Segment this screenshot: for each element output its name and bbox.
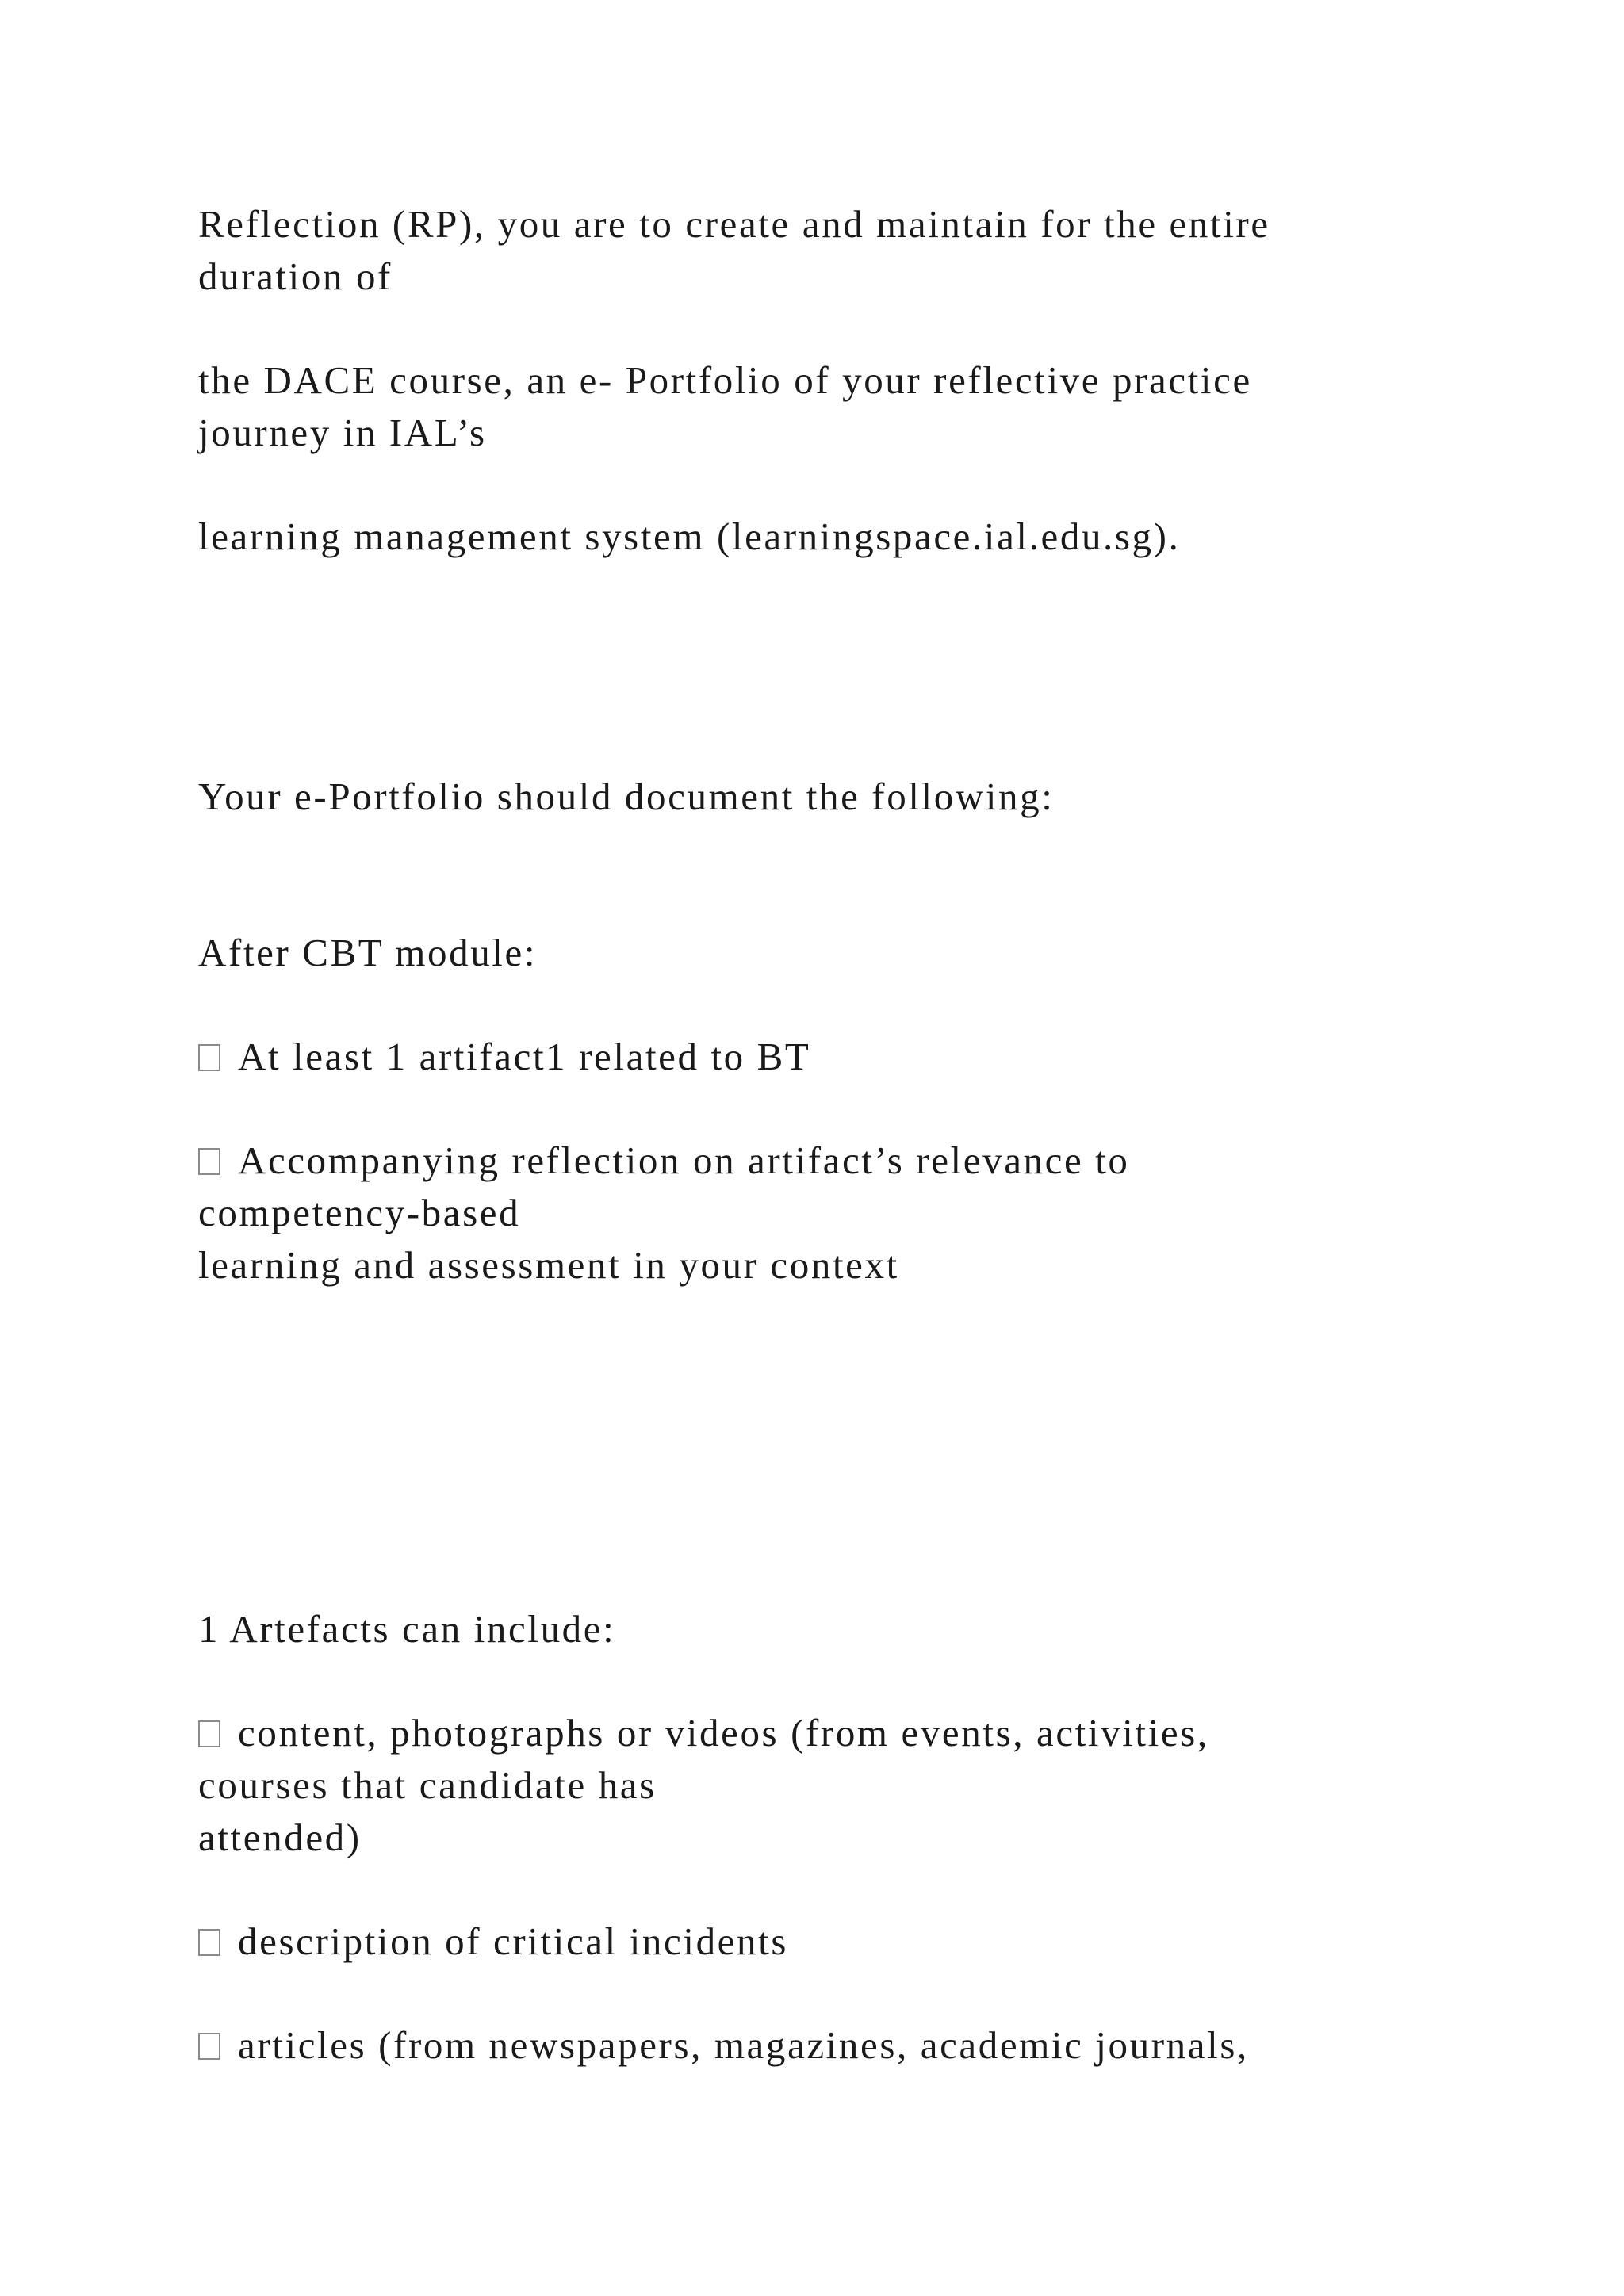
list-item: [198, 1915, 788, 1968]
list-item: [198, 1135, 1130, 1187]
list-item-text: articles (from newspapers, magazines, academic journals,: [238, 2023, 1249, 2067]
intro-line: the DACE course, an e- Portfolio of your reflective practice: [198, 358, 1252, 402]
bullet-box-icon: [198, 1929, 220, 1956]
list-item-text: description of critical incidents: [238, 1919, 789, 1963]
list-item-text: content, photographs or videos (from events, activities,: [238, 1711, 1209, 1755]
footnote-heading: 1 Artefacts can include:: [198, 1607, 616, 1651]
list-item: [198, 1031, 810, 1083]
list-item: [198, 1707, 1209, 1759]
intro-line: learning management system (learningspace.ial.edu.sg).: [198, 515, 1181, 558]
bullet-box-icon: [198, 2033, 220, 2060]
bullet-box-icon: [198, 1720, 220, 1747]
intro-line: journey in IAL’s: [198, 411, 487, 454]
bullet-box-icon: [198, 1148, 220, 1175]
list-item-continuation: courses that candidate has: [198, 1763, 657, 1807]
list-item: [198, 2019, 1249, 2072]
list-item-text: Accompanying reflection on artifact’s relevance to: [238, 1138, 1130, 1182]
cbt-heading: After CBT module:: [198, 931, 538, 974]
list-item-continuation: attended): [198, 1816, 362, 1859]
bullet-box-icon: [198, 1044, 220, 1071]
list-item-continuation: competency-based: [198, 1191, 521, 1234]
intro-line: duration of: [198, 254, 393, 298]
list-item-text: At least 1 artifact1 related to BT: [238, 1035, 811, 1078]
portfolio-heading: Your e-Portfolio should document the following:: [198, 775, 1055, 818]
list-item-continuation: learning and assessment in your context: [198, 1243, 899, 1287]
intro-line: Reflection (RP), you are to create and maintain for the entire: [198, 202, 1270, 246]
